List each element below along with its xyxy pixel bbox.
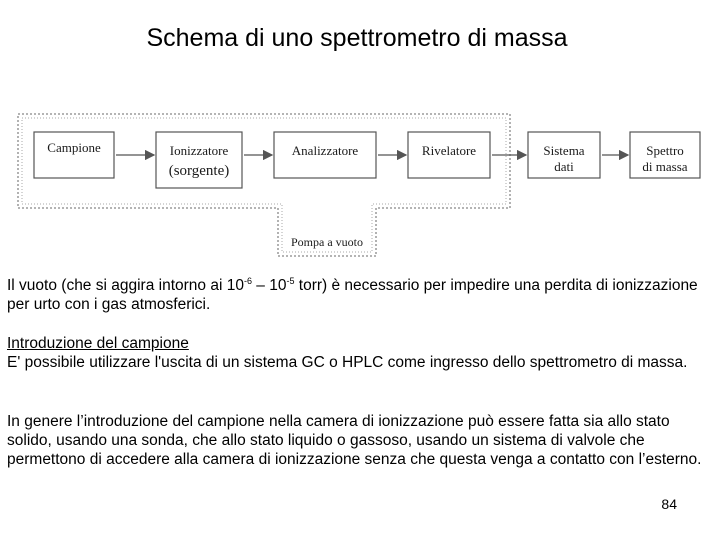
dati-label: dati xyxy=(554,159,574,174)
vacuum-paragraph xyxy=(7,276,713,314)
analizzatore-label: Analizzatore xyxy=(291,143,359,158)
mass-spectrometer-diagram xyxy=(0,100,720,265)
vacuum-exponent-2: -5 xyxy=(286,276,295,286)
vacuum-text-part3: torr) è necessario per impedire una perdita di ionizzazione per urto con i gas atmosferici. xyxy=(7,277,698,313)
sorgente-label: (sorgente) xyxy=(168,163,230,179)
campione-box xyxy=(34,132,114,178)
di-massa-label: di massa xyxy=(642,159,688,174)
vacuum-text-part1: Il vuoto (che si aggira intorno ai 10 xyxy=(7,277,244,294)
intro-paragraph xyxy=(7,334,713,372)
ionizzatore-label: Ionizzatore xyxy=(169,143,229,158)
slide-title xyxy=(0,24,720,53)
vacuum-exponent-1: -6 xyxy=(243,276,252,286)
campione-label: Campione xyxy=(47,140,101,155)
general-paragraph: In genere l’introduzione del campione nella camera di ionizzazione può essere fatta sia allo stato solido, usando una sonda, che allo stato liquido o gassoso, usando un sistema di valvole che permettono di accedere alla camera di ionizzazione senza che questa venga a contatto con l’esterno. xyxy=(7,413,702,468)
pompa-a-vuoto-label: Pompa a vuoto xyxy=(291,235,363,249)
rivelatore-label: Rivelatore xyxy=(421,143,477,158)
intro-text: E' possibile utilizzare l'uscita di un sistema GC o HPLC come ingresso dello spettrometro di massa. xyxy=(7,354,688,371)
vacuum-text-part2: – 10 xyxy=(251,277,287,294)
sistema-label: Sistema xyxy=(543,143,585,158)
intro-heading: Introduzione del campione xyxy=(7,335,189,352)
slide-title-text: Schema di uno spettrometro di massa xyxy=(146,24,568,52)
spettro-label: Spettro xyxy=(646,143,684,158)
page-number: 84 xyxy=(661,496,677,512)
ionizzatore-box xyxy=(156,132,242,188)
